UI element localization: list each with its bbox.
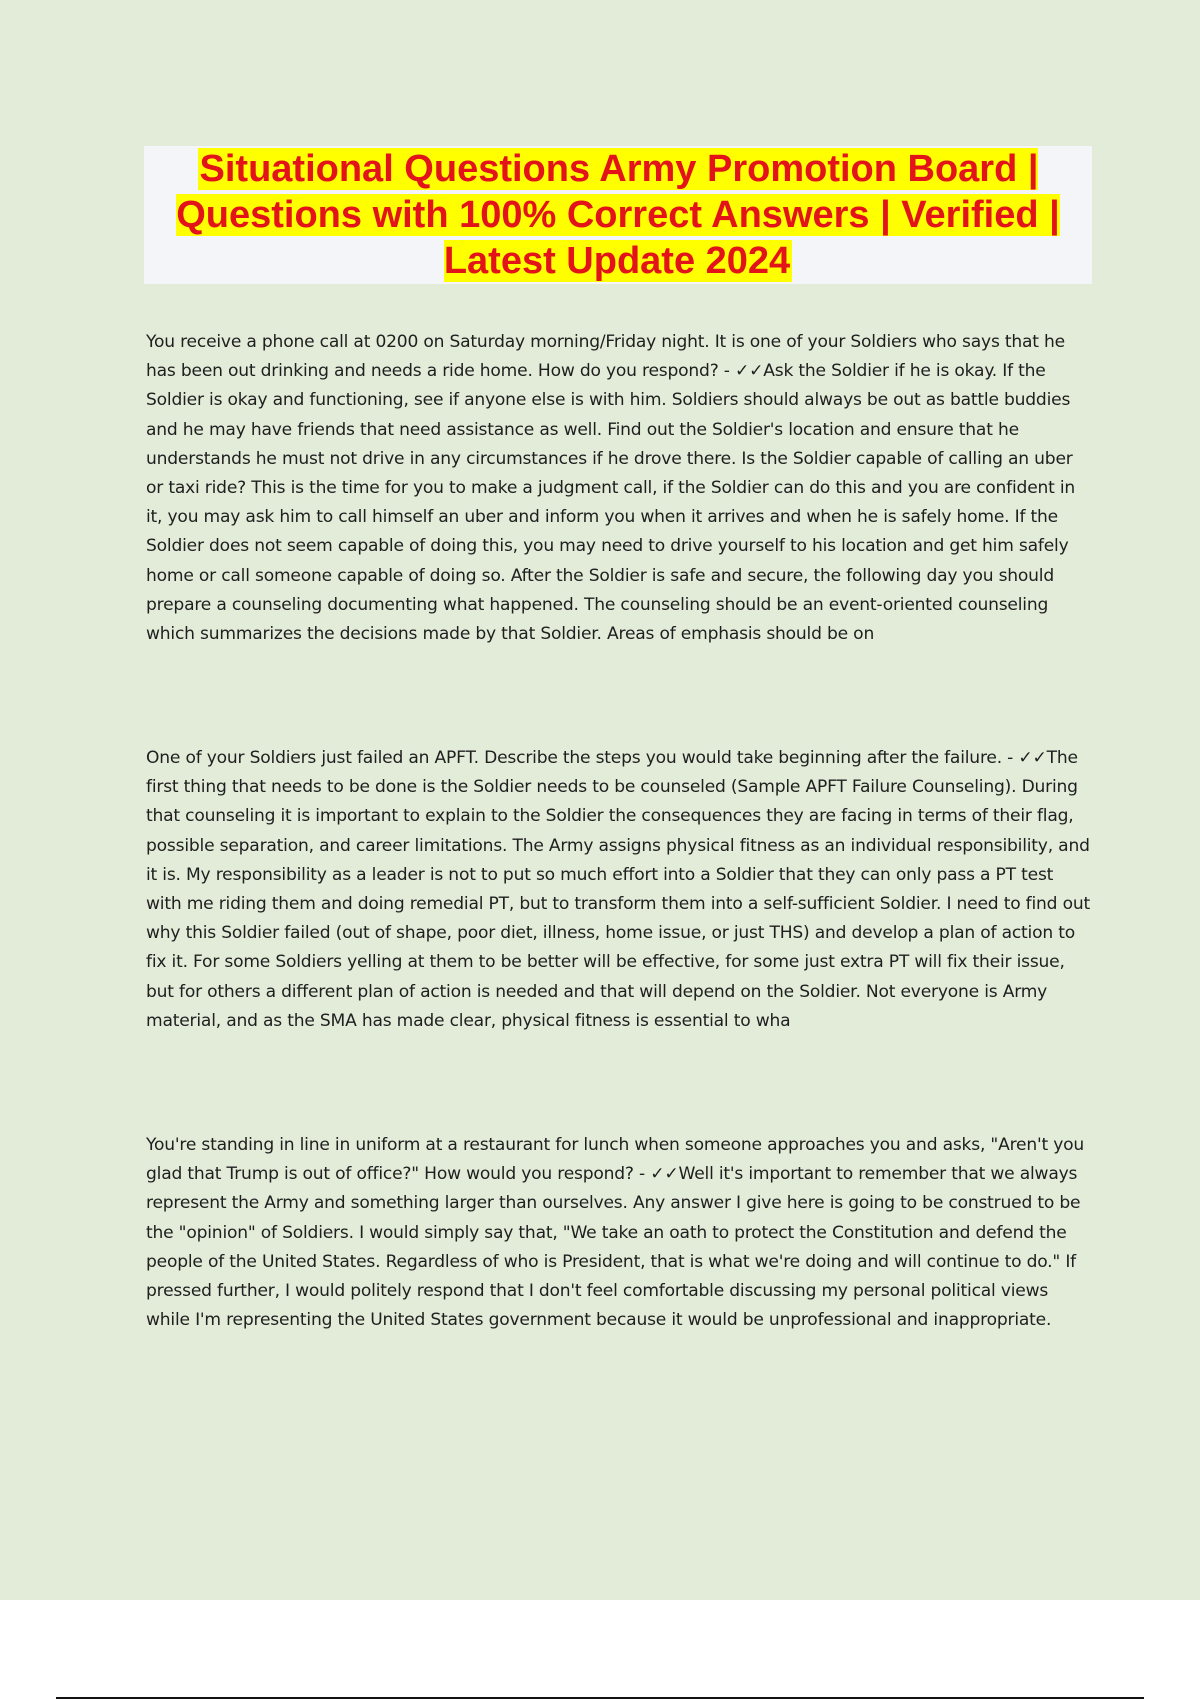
answer-text: The first thing that needs to be done is the Soldier needs to be counseled (Sample APFT Failure Counseling). During that counseling it is important to explain to the Soldier the consequences they are facing in terms of their flag, possible separation, and career limitations. The Army assigns physical fitness as an individual responsibility, and it is. My responsibility as a leader is not to put so much effort into a Soldier that they can only pass a PT test with me riding them and doing remedial PT, but to transform them into a self-sufficient Soldier. I need to find out why this Soldier failed (out of shape, poor diet, illness, home issue, or just THS) and develop a plan of action to fix it. For some Soldiers yelling at them to be better will be effective, for some just extra PT will fix their issue, but for others a different plan of action is needed and that will depend on the Soldier. Not everyone is Army material, and as the SMA has made clear, physical fitness is essential to wha xyxy=(146,748,1090,1031)
check-marks-icon: ✓✓ xyxy=(650,1164,679,1185)
check-marks-icon: ✓✓ xyxy=(1018,748,1047,768)
title-block xyxy=(144,146,1092,284)
footer-divider xyxy=(56,1697,1144,1699)
separator: - xyxy=(633,1164,651,1185)
separator: - xyxy=(718,361,736,382)
document-title xyxy=(144,146,1092,284)
qa-item-3 xyxy=(146,1131,1092,1335)
qa-item-1 xyxy=(146,328,1092,649)
answer-text: Ask the Soldier if he is okay. If the Soldier is okay and functioning, see if anyone else is with him. Soldiers should always be out as battle buddies and he may have friends that need assistance as well. Find out the Soldier's location and ensure that he understands he must not drive in any circumstances if he drove there. Is the Soldier capable of calling an uber or taxi ride? This is the time for you to make a judgment call, if the Soldier can do this and you are confident in it, you may ask him to call himself an uber and inform you when it arrives and when he is safely home. If the Soldier does not seem capable of doing this, you may need to drive yourself to his location and get him safely home or call someone capable of doing so. After the Soldier is safe and secure, the following day you should prepare a counseling documenting what happened. The counseling should be an event-oriented counseling which summarizes the decisions made by that Soldier. Areas of emphasis should be on xyxy=(146,361,1076,645)
question-text: You receive a phone call at 0200 on Saturday morning/Friday night. It is one of your Soldiers who says that he has been out drinking and needs a ride home. How do you respond? xyxy=(146,332,1065,382)
answer-text: Well it's important to remember that we always represent the Army and something larger than ourselves. Any answer I give here is going to be construed to be the "opinion" of Soldiers. I would simply say that, "We take an oath to protect the Constitution and defend the people of the United States. Regardless of who is President, that is what we're doing and will continue to do." If pressed further, I would politely respond that I don't feel comfortable discussing my personal political views while I'm representing the United States government because it would be unprofessional and inappropriate. xyxy=(146,1164,1081,1331)
check-marks-icon: ✓✓ xyxy=(735,361,764,382)
question-text: You're standing in line in uniform at a restaurant for lunch when someone approaches you and asks, "Aren't you glad that Trump is out of office?" How would you respond? xyxy=(146,1135,1085,1185)
qa-item-2 xyxy=(146,744,1092,1036)
title-highlight: Situational Questions Army Promotion Board | Questions with 100% Correct Answers | Verified | Latest Update 2024 xyxy=(176,148,1060,282)
question-text: One of your Soldiers just failed an APFT. Describe the steps you would take beginning after the failure. xyxy=(146,748,1002,768)
separator: - xyxy=(1001,748,1019,768)
